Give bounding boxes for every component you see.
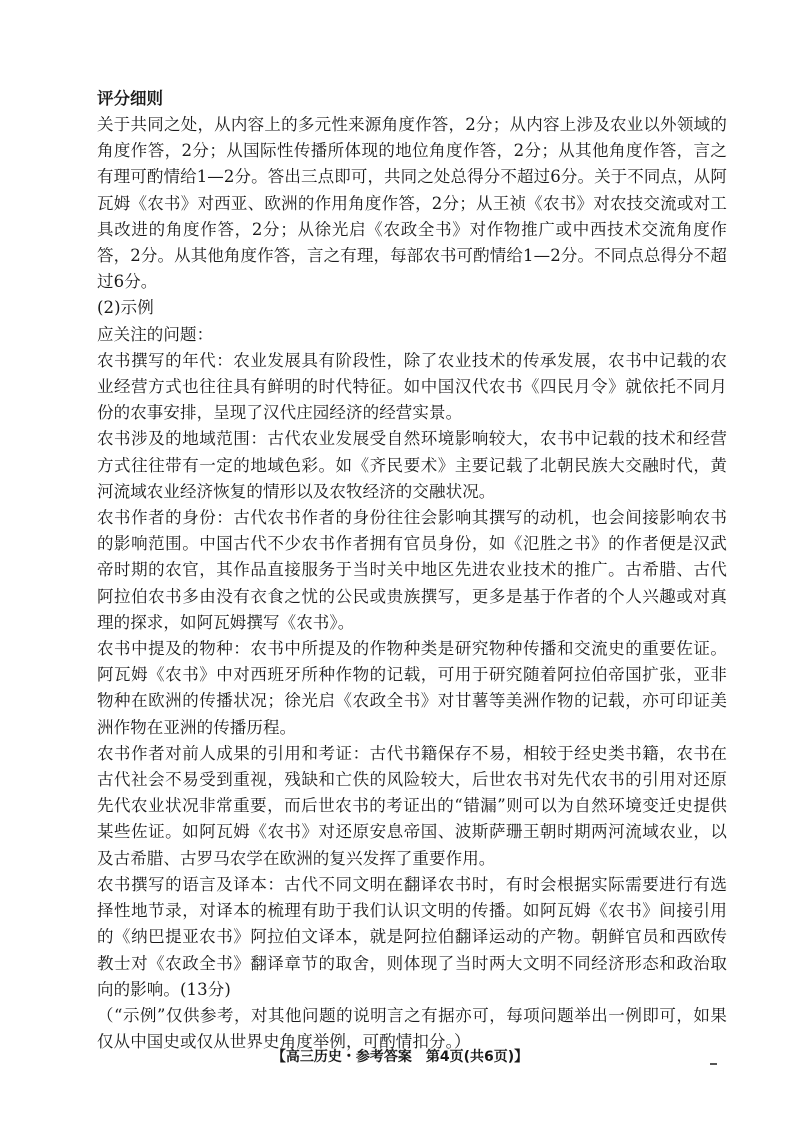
example-intro: 应关注的问题： xyxy=(97,324,214,344)
example-note: （“示例”仅供参考，对其他问题的说明言之有据亦可，每项问题举出一例即可，如果仅从中国史或仅从世界史角度举例，可酌情扣分。） xyxy=(97,1005,727,1052)
corner-dash-mark xyxy=(710,1063,717,1065)
answer-key-page xyxy=(97,86,727,1055)
scoring-detail-paragraph: 关于共同之处，从内容上的多元性来源角度作答，2分；从内容上涉及农业以外领域的角度作答，2分；从国际性传播所体现的地位角度作答，2分；从其他角度作答，言之有理可酌情给1—2分。答出三点即可，共同之处总得分不超过6分。关于不同点，从阿瓦姆《农书》对西亚、欧洲的作用角度作答，2分；从王祯《农书》对农技交流或对工具改进的角度作答，2分；从徐光启《农政全书》对作物推广或中西技术交流角度作答，2分。从其他角度作答，言之有理，每部农书可酌情给1—2分。不同点总得分不超过6分。 xyxy=(97,115,727,292)
example-item-translation: 农书撰写的语言及译本：古代不同文明在翻译农书时，有时会根据实际需要进行有选择性地节录，对译本的梳理有助于我们认识文明的传播。如阿瓦姆《农书》间接引用的《纳巴提亚农书》阿拉伯文译本，就是阿拉伯翻译运动的产物。朝鲜官员和西欧传教士对《农政全书》翻译章节的取舍，则体现了当时两大文明不同经济形态和政治取向的影响。(13分) xyxy=(97,874,727,999)
example-item-region: 农书涉及的地域范围：古代农业发展受自然环境影响较大，农书中记载的技术和经营方式往往带有一定的地域色彩。如《齐民要术》主要记载了北朝民族大交融时代，黄河流域农业经济恢复的情形以及农牧经济的交融状况。 xyxy=(97,429,727,501)
example-item-species: 农书中提及的物种：农书中所提及的作物种类是研究物种传播和交流史的重要佐证。阿瓦姆《农书》中对西班牙所种作物的记载，可用于研究随着阿拉伯帝国扩张，亚非物种在欧洲的传播状况；徐光启《农政全书》对甘薯等美洲作物的记载，亦可印证美洲作物在亚洲的传播历程。 xyxy=(97,639,727,737)
example-item-citation: 农书作者对前人成果的引用和考证：古代书籍保存不易，相较于经史类书籍，农书在古代社会不易受到重视，残缺和亡佚的风险较大，后世农书对先代农书的引用对还原先代农业状况非常重要，而后世农书的考证出的“错漏”则可以为自然环境变迁史提供某些佐证。如阿瓦姆《农书》对还原安息帝国、波斯萨珊王朝时期两河流域农业，以及古希腊、古罗马农学在欧洲的复兴发挥了重要作用。 xyxy=(97,743,727,868)
example-item-author: 农书作者的身份：古代农书作者的身份往往会影响其撰写的动机，也会间接影响农书的影响范围。中国古代不少农书作者拥有官员身份，如《氾胜之书》的作者便是汉武帝时期的农官，其作品直接服务于当时关中地区先进农业技术的推广。古希腊、古代阿拉伯农书多由没有衣食之忧的公民或贵族撰写，更多是基于作者的个人兴趣或对真理的探求，如阿瓦姆撰写《农书》。 xyxy=(97,508,727,632)
example-label: (2)示例 xyxy=(97,298,154,318)
example-item-era: 农书撰写的年代：农业发展具有阶段性，除了农业技术的传承发展，农书中记载的农业经营方式也往往具有鲜明的时代特征。如中国汉代农书《四民月令》就依托不同月份的农事安排，呈现了汉代庄园经济的经营实景。 xyxy=(97,350,727,423)
section-title: 评分细则 xyxy=(97,89,163,108)
page-footer: 【高三历史・参考答案 第4页(共6页)】 xyxy=(271,1049,529,1065)
